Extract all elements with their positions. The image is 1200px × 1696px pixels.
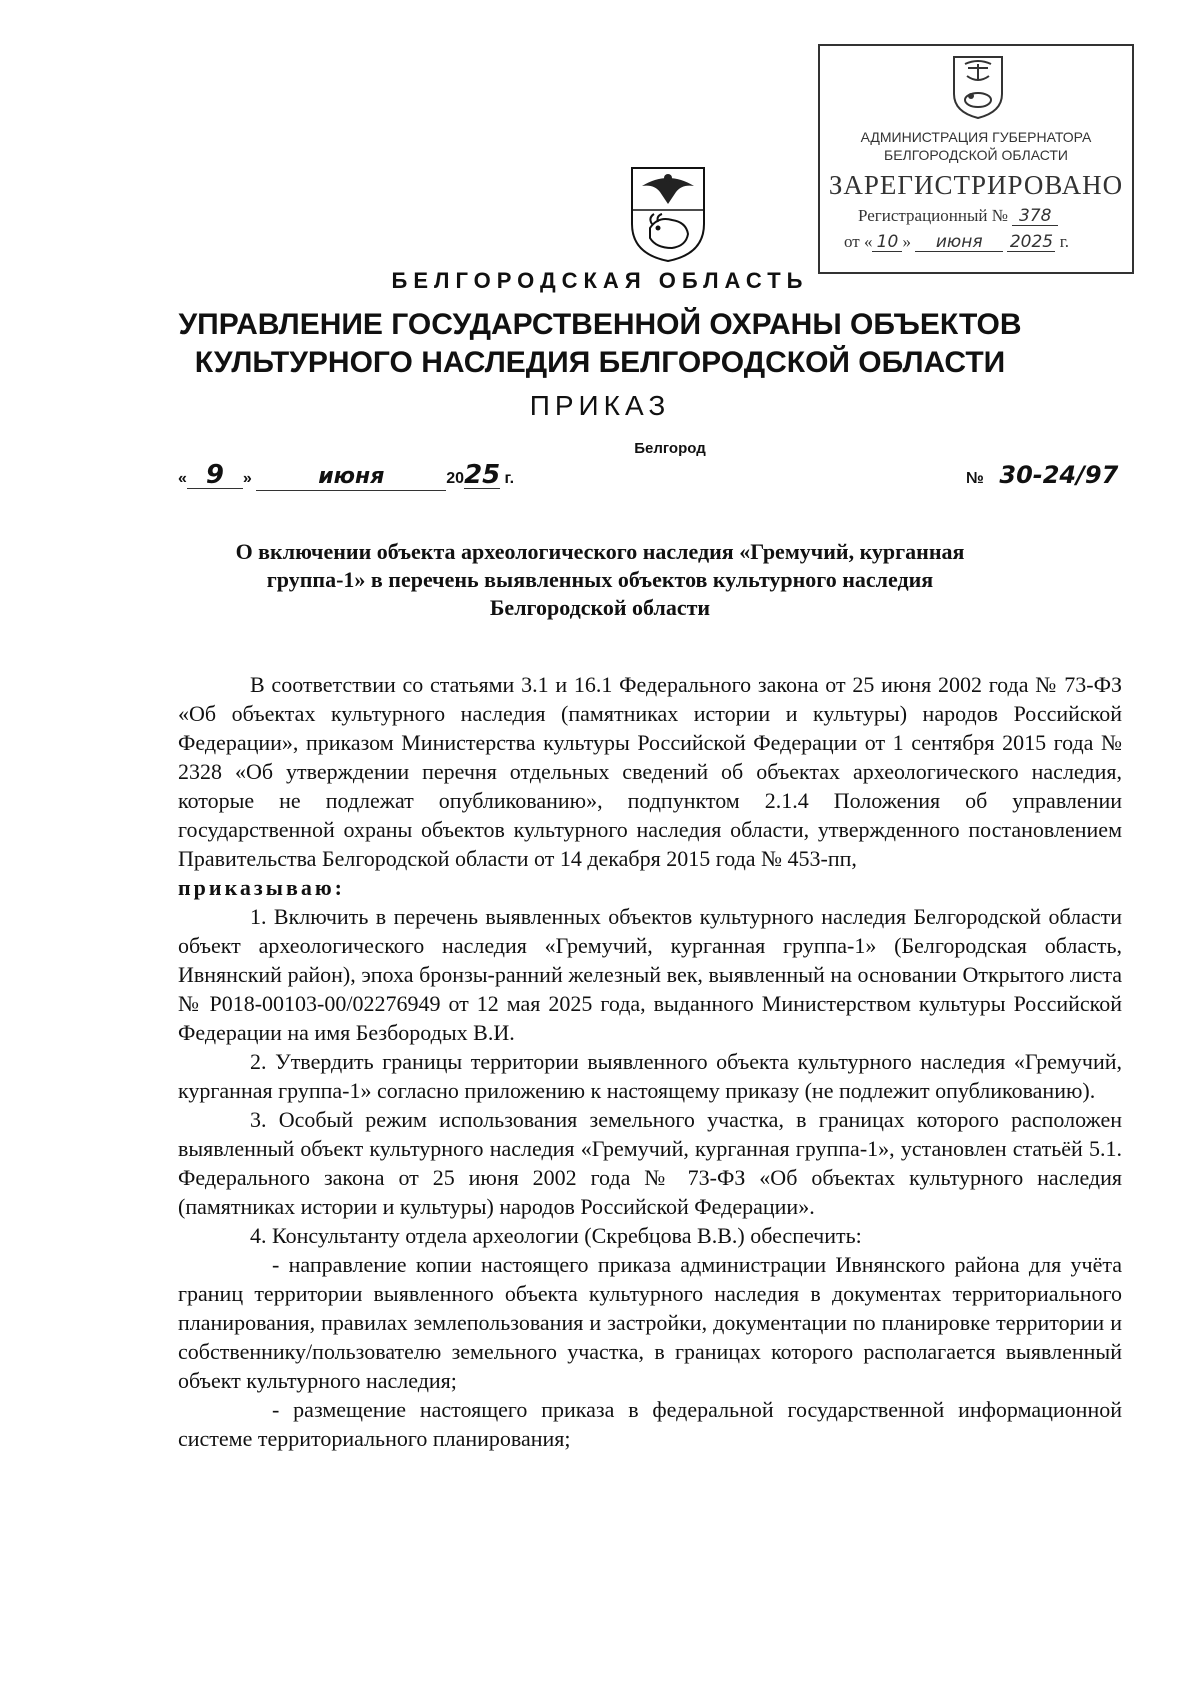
stamp-organization: АДМИНИСТРАЦИЯ ГУБЕРНАТОРА БЕЛГОРОДСКОЙ ОБЛАСТИ xyxy=(860,129,1092,163)
city: Белгород xyxy=(634,440,706,457)
paragraph-3: 3. Особый режим использования земельного участка, в границах которого расположен выявленный объект культурного наследия «Гремучий, курганная группа-1», установлен статьёй 5.1. Федерального закона от 25 июня 2002 года № 73-ФЗ «Об объектах культурного наследия (памятниках истории и культуры) народов Российской Федерации». xyxy=(178,1107,1122,1219)
order-word: приказываю: xyxy=(178,875,345,900)
order-year: 25 xyxy=(464,460,501,490)
document-type: ПРИКАЗ xyxy=(529,390,671,421)
order-day: 9 xyxy=(187,462,243,489)
intro-paragraph: В соответствии со статьями 3.1 и 16.1 Федерального закона от 25 июня 2002 года № 73-ФЗ «Об объектах культурного наследия (памятниках истории и культуры) народов Российской Федерации», приказом Министерства культуры Российской Федерации от 1 сентября 2015 года № 2328 «Об утверждении перечня отдельных сведений об объектах археологического наследия, которые не подлежат опубликованию», подпунктом 2.1.4 Положения об управлении государственной охраны объектов культурного наследия области, утвержденного постановлением Правительства Белгородской области от 14 декабря 2015 года № 453-пп, xyxy=(178,672,1122,871)
stamp-reg-number-value: 378 xyxy=(1012,207,1058,226)
order-date: « 9 » июня 2025 г. xyxy=(178,460,515,490)
registration-stamp xyxy=(818,44,1134,274)
organization-title: УПРАВЛЕНИЕ ГОСУДАРСТВЕННОЙ ОХРАНЫ ОБЪЕКТОВ КУЛЬТУРНОГО НАСЛЕДИЯ БЕЛГОРОДСКОЙ ОБЛАСТИ xyxy=(178,308,1022,379)
paragraph-2: 2. Утвердить границы территории выявленного объекта культурного наследия «Гремучий, курганная группа-1» согласно приложению к настоящему приказу (не подлежит опубликованию). xyxy=(178,1049,1122,1103)
paragraph-4-item-b: - размещение настоящего приказа в федеральной государственной информационной системе территориального планирования; xyxy=(178,1397,1122,1451)
order-number: № 30-24/97 xyxy=(966,462,1134,488)
paragraph-4: 4. Консультанту отдела археологии (Скребцова В.В.) обеспечить: xyxy=(250,1223,862,1248)
document-subject: О включении объекта археологического наследия «Гремучий, курганная группа-1» в перечень выявленных объектов культурного наследия Белгородской области xyxy=(235,539,965,620)
region-name: БЕЛГОРОДСКАЯ ОБЛАСТЬ xyxy=(391,268,809,293)
paragraph-4-item-a: - направление копии настоящего приказа администрации Ивнянского района для учёта границ территории выявленного объекта культурного наследия в документах территориального планирования, правилах землепользования и застройки, документации по планировке территории и собственнику/пользователю земельного участка, в границах которого располагается выявленный объект культурного наследия; xyxy=(178,1252,1122,1393)
stamp-status: ЗАРЕГИСТРИРОВАНО xyxy=(828,170,1124,200)
order-number-value: 30-24/97 xyxy=(999,461,1119,489)
order-month: июня xyxy=(256,464,446,491)
coat-of-arms-icon xyxy=(951,54,1005,120)
stamp-registration-number: Регистрационный № 378 xyxy=(858,206,1058,226)
document-body xyxy=(178,670,1122,1453)
stamp-date: от « 10 » июня 2025 г. xyxy=(844,232,1070,252)
paragraph-1: 1. Включить в перечень выявленных объектов культурного наследия Белгородской области объект археологического наследия «Гремучий, курганная группа-1» (Белгородская область, Ивнянский район), эпоха бронзы-ранний железный век, выявленный на основании Открытого листа № Р018-00103-00/02276949 от 12 мая 2025 года, выданного Министерством культуры Российской Федерации на имя Безбородых В.И. xyxy=(178,904,1122,1045)
coat-of-arms-icon xyxy=(628,164,708,264)
